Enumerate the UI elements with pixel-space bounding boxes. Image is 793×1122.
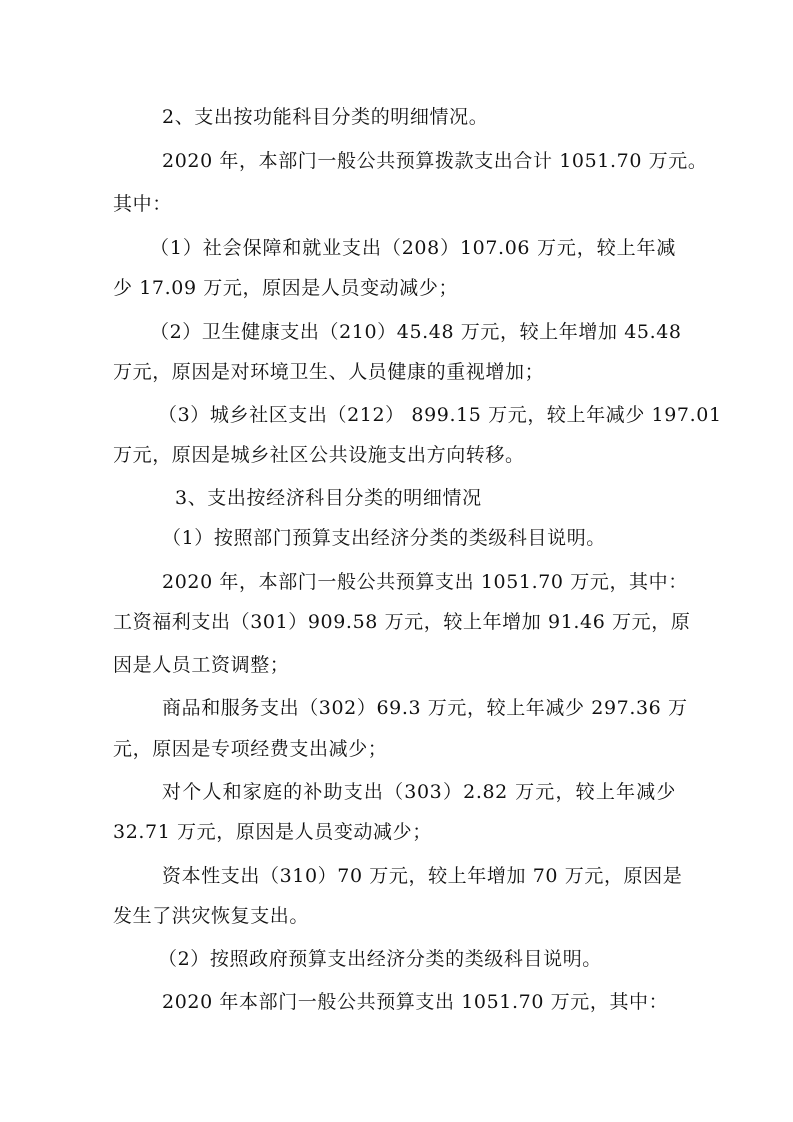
paragraph-line: 2020 年，本部门一般公共预算拨款支出合计 1051.70 万元。 — [162, 150, 708, 172]
paragraph-line: 元，原因是专项经费支出减少； — [113, 738, 388, 760]
paragraph-line: （2）卫生健康支出（210）45.48 万元，较上年增加 45.48 — [150, 321, 682, 343]
paragraph-line: 商品和服务支出（302）69.3 万元，较上年减少 297.36 万 — [162, 697, 688, 719]
paragraph-line: 因是人员工资调整； — [113, 654, 290, 676]
paragraph-line: 万元，原因是对环境卫生、人员健康的重视增加； — [113, 361, 545, 383]
paragraph-line: 其中： — [113, 193, 172, 215]
paragraph-line: 发生了洪灾恢复支出。 — [113, 905, 310, 927]
section-heading-economic: 3、支出按经济科目分类的明细情况 — [175, 487, 482, 509]
paragraph-line: 2020 年本部门一般公共预算支出 1051.70 万元，其中： — [162, 991, 669, 1013]
paragraph-line: （1）按照部门预算支出经济分类的类级科目说明。 — [162, 527, 606, 549]
paragraph-line: （1）社会保障和就业支出（208）107.06 万元，较上年减 — [150, 237, 676, 259]
paragraph-line: 万元，原因是城乡社区公共设施支出方向转移。 — [113, 444, 525, 466]
paragraph-line: 少 17.09 万元，原因是人员变动减少； — [113, 277, 459, 299]
paragraph-line: 对个人和家庭的补助支出（303）2.82 万元，较上年减少 — [162, 781, 676, 803]
paragraph-line: 2020 年，本部门一般公共预算支出 1051.70 万元，其中： — [162, 571, 688, 593]
paragraph-line: （3）城乡社区支出（212） 899.15 万元，较上年减少 197.01 — [158, 404, 722, 426]
paragraph-line: 32.71 万元，原因是人员变动减少； — [113, 821, 432, 843]
section-heading-functional: 2、支出按功能科目分类的明细情况。 — [162, 106, 489, 128]
paragraph-line: 资本性支出（310）70 万元，较上年增加 70 万元，原因是 — [162, 865, 683, 887]
paragraph-line: （2）按照政府预算支出经济分类的类级科目说明。 — [158, 948, 602, 970]
paragraph-line: 工资福利支出（301）909.58 万元，较上年增加 91.46 万元，原 — [113, 611, 691, 633]
